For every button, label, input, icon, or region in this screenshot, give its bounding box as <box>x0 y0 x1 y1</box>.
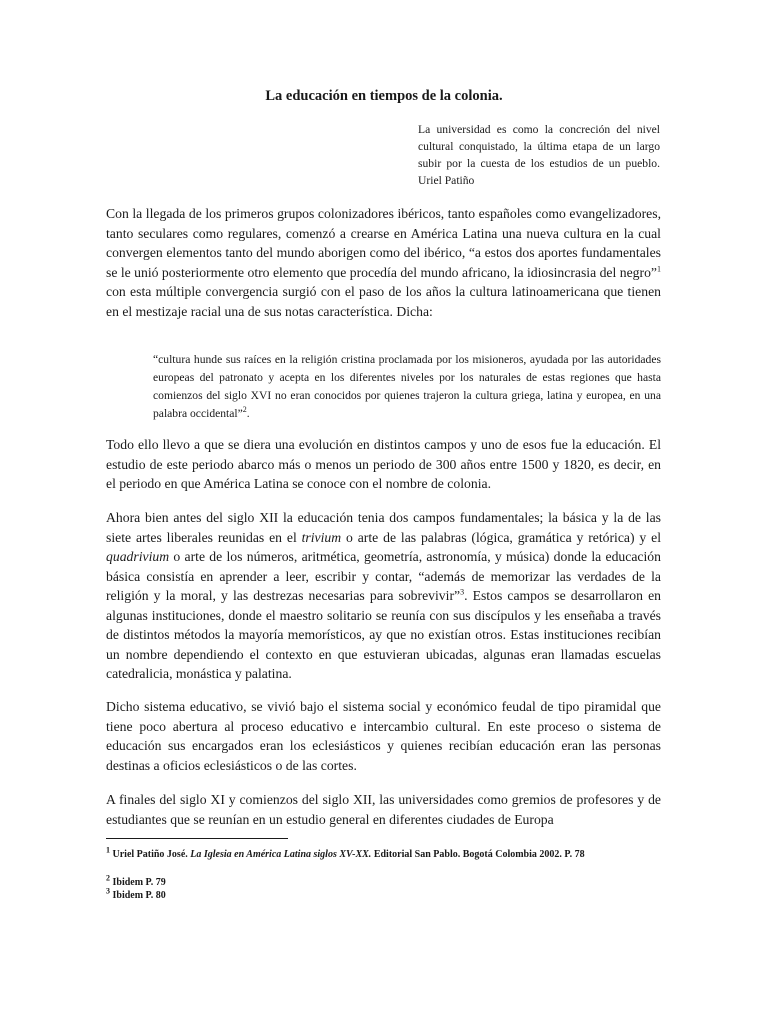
paragraph-3-part-b: o arte de las palabras (lógica, gramática y retórica) y el <box>341 529 662 545</box>
epigraph: La universidad es como la concreción del nivel cultural conquistado, la última etapa de un largo subir por la cuesta de los estudios de un pueblo. Uriel Patiño <box>418 123 660 187</box>
footnote-3-number: 3 <box>106 886 110 896</box>
footnote-1-number: 1 <box>106 845 110 855</box>
paragraph-1-text: Con la llegada de los primeros grupos colonizadores ibéricos, tanto españoles como evangelizadores, tanto seculares como regulares, comenzó a crearse en América Latina una nueva cultura en la cual convergen elementos tanto del mundo aborigen como del ibérico, “a estos dos aportes fundamentales se le unió posteriormente otro elemento que procedía del mundo africano, la idiosincrasia del negro” <box>106 206 661 280</box>
footnote-3-text: Ibidem P. 80 <box>110 890 166 901</box>
block-quote <box>153 351 661 423</box>
paragraph-5: A finales del siglo XI y comienzos del siglo XII, las universidades como gremios de profesores y de estudiantes que se reunían en un estudio general en diferentes ciudades de Europa <box>106 792 661 827</box>
footnote-1 <box>106 845 661 861</box>
footnote-1-rest: Editorial San Pablo. Bogotá Colombia 2002. P. 78 <box>371 849 585 860</box>
page-title: La educación en tiempos de la colonia. <box>265 88 503 104</box>
block-quote-text: “cultura hunde sus raíces en la religión cristina proclamada por los misioneros, ayudada por las autoridades europeas del patronato y acepta en los diferentes niveles por los naturales de estas regiones que hasta comienzos del siglo XVI no eran conocidos por quienes trajeron la cultura griega, latina y europea, en una palabra occidental” <box>153 353 661 420</box>
footnote-2-number: 2 <box>106 873 110 883</box>
quadrivium-term: quadrivium <box>106 549 170 564</box>
paragraph-3-part-a: Ahora bien antes del siglo XII la educación tenia dos campos fundamentales; la básica y la de las siete artes liberales reunidas en el <box>106 510 661 545</box>
footnote-ref-3[interactable]: 3 <box>460 587 465 597</box>
paragraph-3 <box>106 508 661 684</box>
paragraph-1-tail: con esta múltiple convergencia surgió con el paso de los años la cultura latinoamericana que tienen en el mestizaje racial una de sus notas característica. Dicha: <box>106 284 661 319</box>
block-quote-tail: . <box>246 407 250 420</box>
paragraph-3-part-d: . Estos campos se desarrollaron en algunas instituciones, donde el maestro solitario se reunía con sus discípulos y les enseñaba a través de distintos métodos la mayoría memorísticos, ay que no existían otros. Estas instituciones recibían un nombre dependiendo el contexto en que estuvieran ubicadas, algunas eran llamadas escuelas catedralicia, monástica y palatina. <box>106 588 662 681</box>
paragraph-4: Dicho sistema educativo, se vivió bajo el sistema social y económico feudal de tipo piramidal que tiene poco abertura al proceso educativo e intercambio cultural. En este proceso o sistema de educación sus encargados eran los eclesiásticos y quienes recibían educación eran las personas destinas a oficios eclesiásticos o de las cortes. <box>106 699 661 773</box>
footnote-1-work: La Iglesia en América Latina siglos XV-XX. <box>190 849 372 860</box>
footnote-3 <box>106 886 661 902</box>
footnote-1-author: Uriel Patiño José. <box>112 849 188 860</box>
footnote-2-text: Ibidem P. 79 <box>110 877 166 888</box>
footnote-ref-1[interactable]: 1 <box>657 263 661 273</box>
trivium-term: trivium <box>301 529 342 545</box>
footnote-ref-2[interactable]: 2 <box>242 405 247 415</box>
paragraph-3-part-c: o arte de los números, aritmética, geometría, astronomía, y música) donde la educación básica consistía en aprender a leer, escribir y contar, “además de memorizar las verdades de la religión y la moral, y las destrezas necesarias para sobrevivir” <box>106 549 661 603</box>
footnote-separator <box>106 838 288 839</box>
footnote-2 <box>106 873 661 889</box>
paragraph-1 <box>106 204 661 321</box>
paragraph-2: Todo ello llevo a que se diera una evolución en distintos campos y uno de esos fue la educación. El estudio de este periodo abarco más o menos un periodo de 300 años entre 1500 y 1820, es decir, en el periodo en que América Latina se conoce con el nombre de colonia. <box>106 437 661 491</box>
